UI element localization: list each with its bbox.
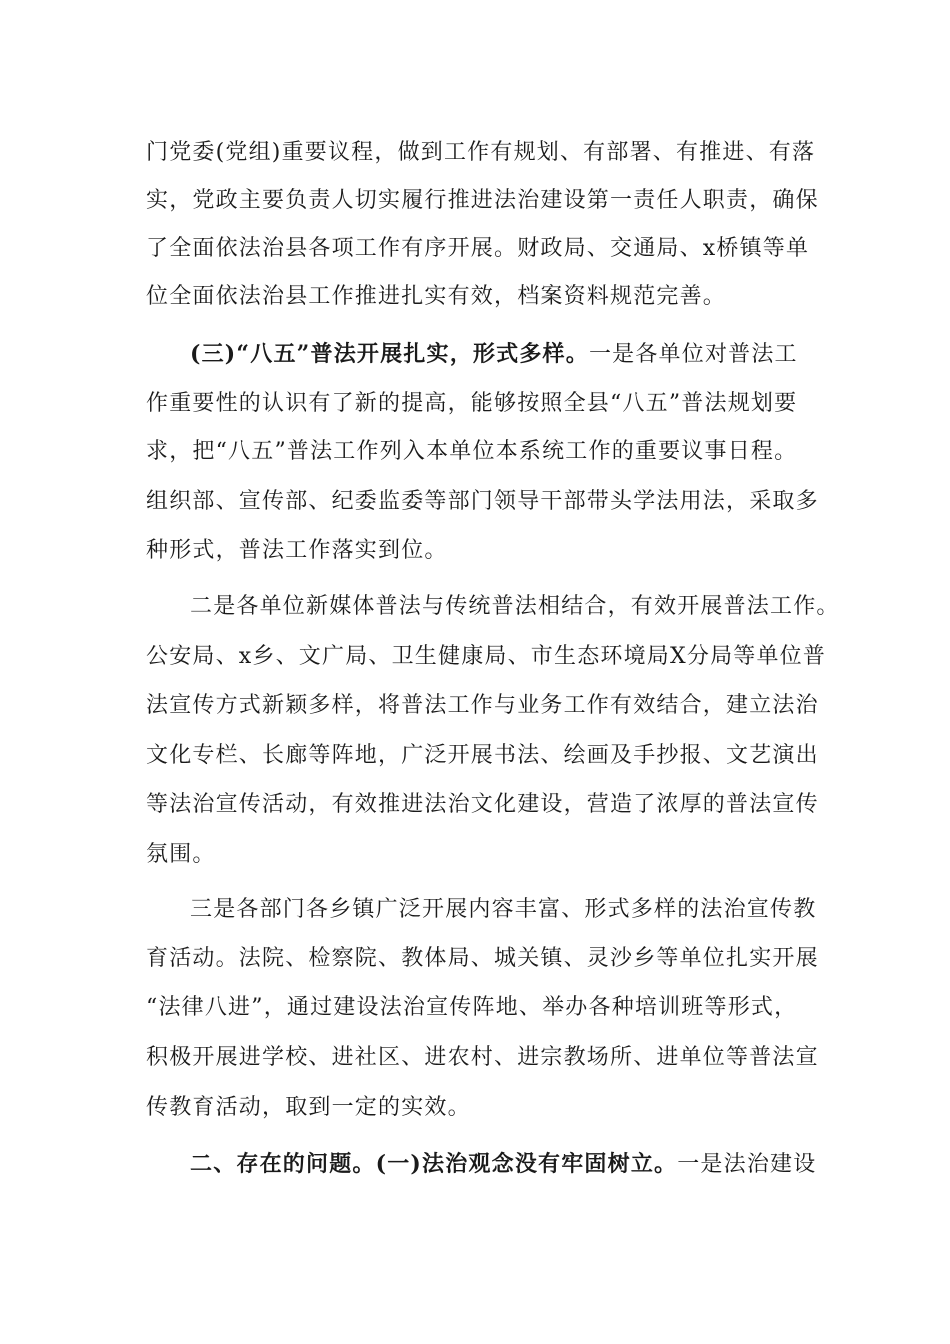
paragraph-line: 法宣传方式新颖多样，将普法工作与业务工作有效结合，建立法治 [146, 693, 819, 718]
paragraph-line: 传教育活动，取到一定的实效。 [146, 1095, 471, 1120]
paragraph-line: 种形式，普法工作落实到位。 [146, 538, 448, 563]
paragraph-line: 二是各单位新媒体普法与传统普法相结合，有效开展普法工作。 [190, 594, 840, 619]
paragraph-line: 了全面依法治县各项工作有序开展。财政局、交通局、x桥镇等单 [146, 236, 810, 261]
paragraph-line: 求，把“八五”普法工作列入本单位本系统工作的重要议事日程。 [146, 439, 798, 464]
paragraph-line: 实，党政主要负责人切实履行推进法治建设第一责任人职责，确保 [146, 188, 819, 213]
section-heading-line [190, 339, 798, 369]
paragraph-line: 作重要性的认识有了新的提高，能够按照全县“八五”普法规划要 [146, 391, 798, 416]
paragraph-line: 育活动。法院、检察院、教体局、城关镇、灵沙乡等单位扎实开展 [146, 946, 819, 971]
paragraph-line: 公安局、x乡、文广局、卫生健康局、市生态环境局X分局等单位普 [146, 644, 827, 669]
paragraph-text: 一是各单位对普法工 [588, 342, 798, 367]
section-heading-line [190, 1149, 816, 1179]
paragraph-line: 等法治宣传活动，有效推进法治文化建设，营造了浓厚的普法宣传 [146, 792, 819, 817]
paragraph-line: 三是各部门各乡镇广泛开展内容丰富、形式多样的法治宣传教 [190, 897, 817, 922]
paragraph-line: 位全面依法治县工作推进扎实有效，档案资料规范完善。 [146, 284, 727, 309]
paragraph-line: 组织部、宣传部、纪委监委等部门领导干部带头学法用法，采取多 [146, 489, 819, 514]
paragraph-line: 门党委(党组)重要议程，做到工作有规划、有部署、有推进、有落 [146, 140, 816, 165]
paragraph-text: 一是法治建设 [677, 1152, 817, 1177]
paragraph-line: “法律八进”，通过建设法治宣传阵地、举办各种培训班等形式， [146, 995, 798, 1020]
section-heading: 二、存在的问题。(一)法治观念没有牢固树立。 [190, 1151, 678, 1177]
section-heading: (三)“八五”普法开展扎实，形式多样。 [190, 341, 589, 367]
paragraph-line: 积极开展进学校、进社区、进农村、进宗教场所、进单位等普法宣 [146, 1045, 819, 1070]
paragraph-line: 文化专栏、长廊等阵地，广泛开展书法、绘画及手抄报、文艺演出 [146, 743, 819, 768]
paragraph-line: 氛围。 [146, 842, 216, 867]
